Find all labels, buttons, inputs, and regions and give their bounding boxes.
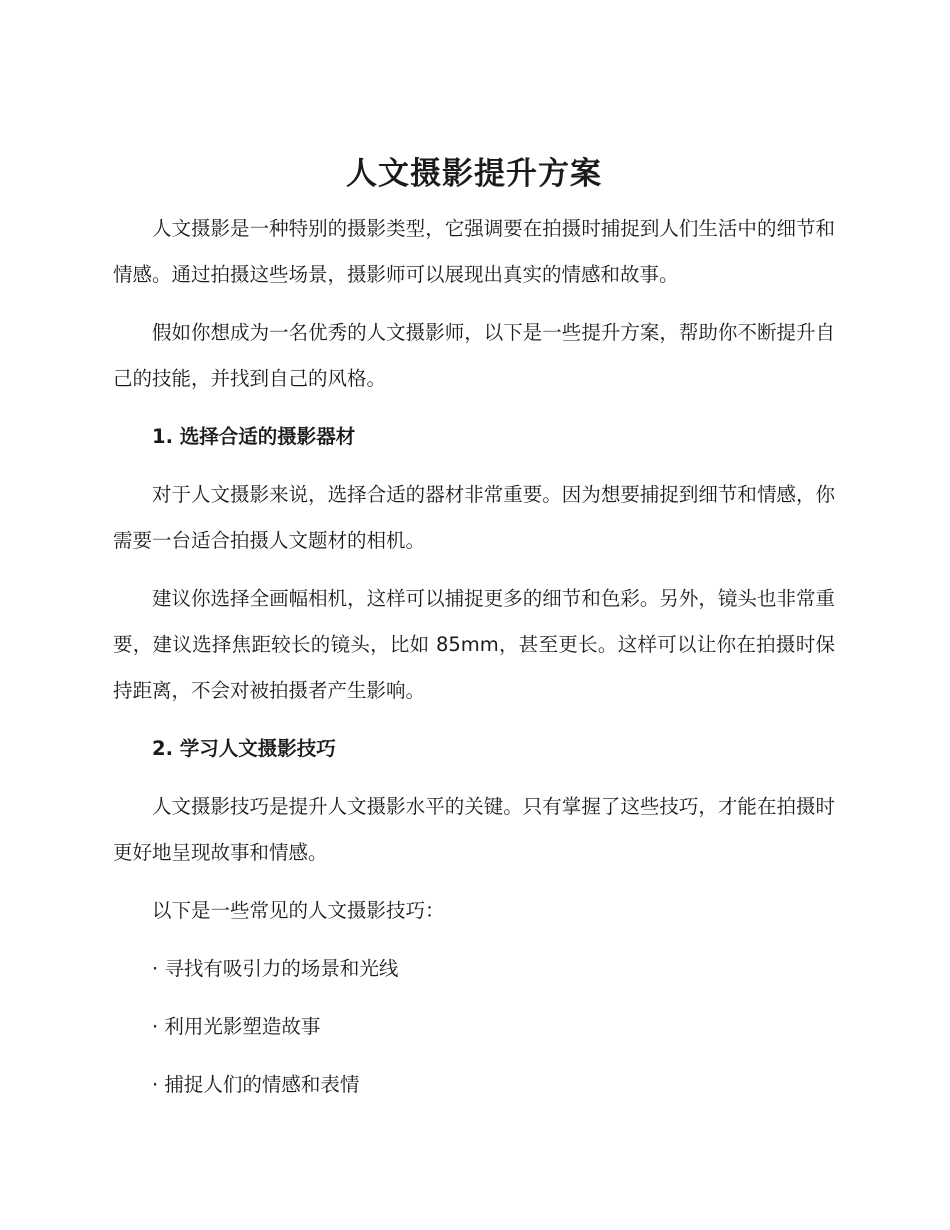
document-body <box>113 150 835 1120</box>
section-heading: 2. 学习人文摄影技巧 <box>152 737 336 760</box>
section-heading: 1. 选择合适的摄影器材 <box>152 425 356 448</box>
intro-paragraph: 人文摄影是一种特别的摄影类型，它强调要在拍摄时捕捉到人们生活中的细节和情感。通过拍摄这些场景，摄影师可以展现出真实的情感和故事。 <box>113 217 835 286</box>
bullet-item: · 利用光影塑造故事 <box>152 1015 321 1038</box>
bullet-item: · 捕捉人们的情感和表情 <box>152 1073 360 1096</box>
section-paragraph: 人文摄影技巧是提升人文摄影水平的关键。只有掌握了这些技巧，才能在拍摄时更好地呈现故事和情感。 <box>113 795 835 864</box>
document-title: 人文摄影提升方案 <box>346 156 602 192</box>
section-paragraph: 建议你选择全画幅相机，这样可以捕捉更多的细节和色彩。另外，镜头也非常重要，建议选择焦距较长的镜头，比如 85mm，甚至更长。这样可以让你在拍摄时保持距离，不会对被拍摄者产生影响。 <box>113 587 835 702</box>
section-paragraph: 对于人文摄影来说，选择合适的器材非常重要。因为想要捕捉到细节和情感，你需要一台适合拍摄人文题材的相机。 <box>113 483 835 552</box>
intro-paragraph: 假如你想成为一名优秀的人文摄影师，以下是一些提升方案，帮助你不断提升自己的技能，并找到自己的风格。 <box>113 321 835 390</box>
section-paragraph: 以下是一些常见的人文摄影技巧： <box>152 899 445 922</box>
bullet-item: · 寻找有吸引力的场景和光线 <box>152 957 399 980</box>
